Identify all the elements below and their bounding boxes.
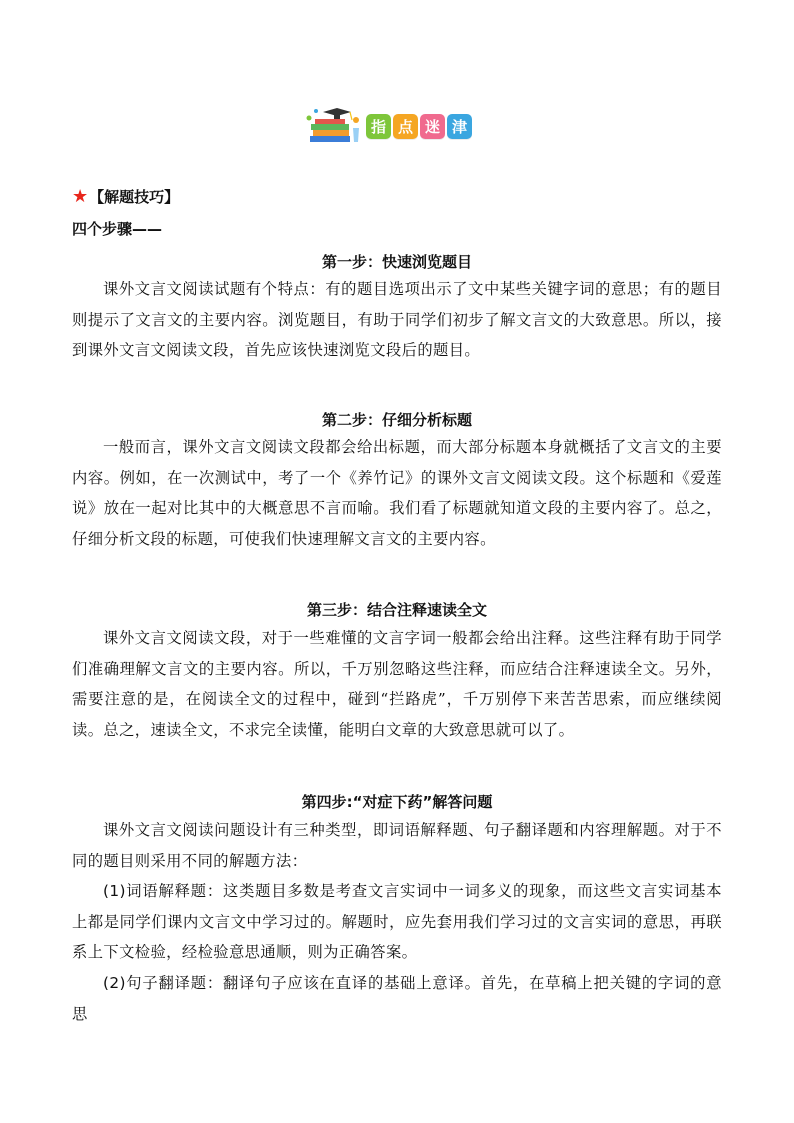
banner-tile: 迷 [420,114,445,139]
books-and-flasks-icon [306,106,362,146]
step-4-paragraph: 课外文言文阅读问题设计有三种类型，即词语解释题、句子翻译题和内容理解题。对于不同的题目则采用不同的解题方法： [72,821,722,870]
step-1-title: 第一步：快速浏览题目 [321,253,472,271]
banner-tile: 津 [447,114,472,139]
section-title: 【解题技巧】 [89,188,180,206]
step-2-title: 第二步：仔细分析标题 [321,411,472,429]
section-heading [72,186,179,207]
item-number: (2) [103,974,126,992]
item-text: 词语解释题：这类题目多数是考查文言实词中一词多义的现象，而这些文言实词基本上都是同学们课内文言文中学习过的。解题时，应先套用我们学习过的文言实词的意思，再联系上下文检验，经检验意思通顺，则为正确答案。 [72,882,722,961]
steps-intro: 四个步骤—— [72,220,163,238]
item-number: (1) [103,882,126,900]
banner-tiles [366,114,472,139]
step-4-title: 第四步:“对症下药”解答问题 [301,793,493,811]
step-1-paragraph: 课外文言文阅读试题有个特点：有的题目选项出示了文中某些关键字词的意思；有的题目则提示了文言文的主要内容。浏览题目，有助于同学们初步了解文言文的大致意思。所以，接到课外文言文阅读文段，首先应该快速浏览文段后的题目。 [72,280,722,359]
banner-tile: 点 [393,114,418,139]
step-3-paragraph: 课外文言文阅读文段，对于一些难懂的文言字词一般都会给出注释。这些注释有助于同学们准确理解文言文的主要内容。所以，千万别忽略这些注释，而应结合注释速读全文。另外，需要注意的是，在阅读全文的过程中，碰到“拦路虎”，千万别停下来苦苦思索，而应继续阅读。总之，速读全文，不求完全读懂，能明白文章的大致意思就可以了。 [72,629,722,739]
banner [306,106,486,146]
banner-tile: 指 [366,114,391,139]
item-text: 句子翻译题：翻译句子应该在直译的基础上意译。首先，在草稿上把关键的字词的意思 [72,974,722,1023]
step-3-title: 第三步：结合注释速读全文 [306,601,487,619]
step-4-item-1 [72,876,722,968]
step-4-item-2 [72,968,722,1029]
step-2-paragraph: 一般而言，课外文言文阅读文段都会给出标题，而大部分标题本身就概括了文言文的主要内容。例如，在一次测试中，考了一个《养竹记》的课外文言文阅读文段。这个标题和《爱莲说》放在一起对比其中的大概意思不言而喻。我们看了标题就知道文段的主要内容了。总之，仔细分析文段的标题，可使我们快速理解文言文的主要内容。 [72,438,722,548]
star-icon: ★ [72,186,89,207]
